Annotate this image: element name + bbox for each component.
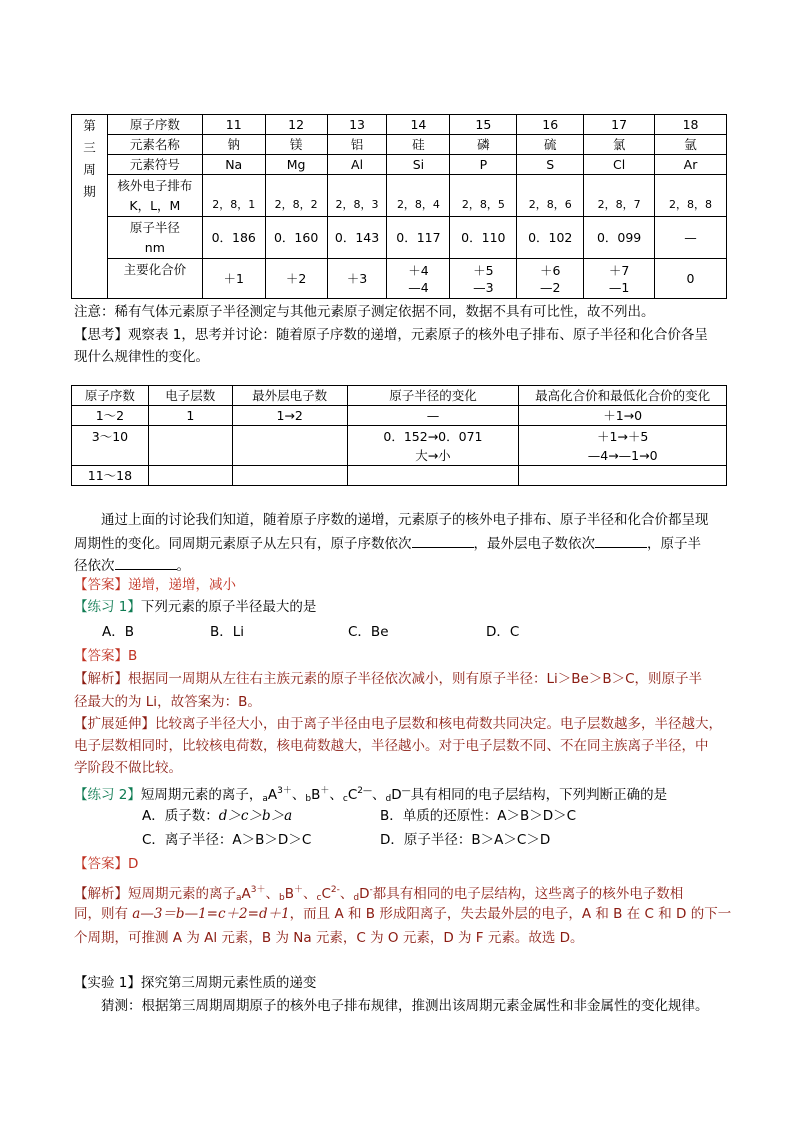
explanation-1-line-2: 径最大的为 Li，故答案为：B。 [74, 694, 261, 710]
trend-table [71, 385, 727, 486]
exercise-question: 下列元素的原子半径最大的是 [140, 599, 317, 615]
table-cell: 3～10 [72, 426, 149, 466]
atomic-radius-cell: 0．110 [450, 217, 517, 259]
element-symbol-cell: Al [327, 155, 387, 175]
periodic-table-period-3 [71, 114, 727, 299]
electron-config-cell: 2，8，2 [265, 175, 327, 217]
element-name-cell: 铝 [327, 135, 387, 155]
explanation-2-line-3: 个周期，可推测 A 为 Al 元素，B 为 Na 元素，C 为 O 元素，D 为 F 元素。故选 D。 [74, 930, 584, 946]
summary-line-2: 周期性的变化。同周期元素原子从左只有，原子序数依次 ，最外层电子数依次 ，原子半 [74, 533, 701, 554]
element-symbol-cell: Si [387, 155, 450, 175]
table-cell: 11～18 [72, 466, 149, 486]
exercise-tag: 【练习 1】 [74, 599, 141, 615]
atomic-radius-cell: 0．102 [517, 217, 584, 259]
element-symbol-cell: Cl [584, 155, 655, 175]
blank-field[interactable] [115, 555, 177, 570]
element-name-cell: 硫 [517, 135, 584, 155]
table-cell: — [347, 406, 519, 426]
extension-line-2: 电子层数相同时，比较核电荷数，核电荷数越大，半径越小。对于电子层数不同、不在同主族离子半径，中 [74, 738, 709, 754]
atomic-radius-cell: — [655, 217, 727, 259]
element-name-cell: 钠 [202, 135, 265, 155]
valence-cell: ＋4 —4 [387, 259, 450, 299]
header-outer-electrons: 最外层电子数 [232, 386, 347, 406]
valence-cell: ＋5 —3 [450, 259, 517, 299]
table-cell: 1 [148, 406, 232, 426]
header-electron-shells: 电子层数 [148, 386, 232, 406]
table-cell: ＋1→0 [519, 406, 727, 426]
atomic-number-cell: 11 [202, 115, 265, 135]
table-cell: 1～2 [72, 406, 149, 426]
element-name-cell: 氩 [655, 135, 727, 155]
explanation-tag: 【解析】 [74, 671, 128, 687]
note: 注意：稀有气体元素原子半径测定与其他元素原子测定依据不同，数据不具有可比性，故不列出。 [74, 304, 655, 320]
atomic-number-cell: 13 [327, 115, 387, 135]
electron-config-cell: 2，8，3 [327, 175, 387, 217]
atomic-number-cell: 14 [387, 115, 450, 135]
valence-cell: ＋6 —2 [517, 259, 584, 299]
element-name-cell: 硅 [387, 135, 450, 155]
valence-cell: ＋1 [202, 259, 265, 299]
atomic-radius-cell: 0．186 [202, 217, 265, 259]
exercise-tag: 【练习 2】 [74, 787, 141, 803]
experiment-title: 探究第三周期元素性质的递变 [140, 975, 317, 991]
exercise-1 [74, 597, 316, 617]
option-d: D．C [486, 624, 520, 640]
electron-config-cell: 2，8，5 [450, 175, 517, 217]
blank-field[interactable] [412, 533, 474, 548]
row-header-element-symbol: 元素符号 [107, 155, 202, 175]
exercise-2: 【练习 2】短周期元素的离子，$_aA^{3+}$、$_b$B＋、$_cC^{2—}$、$_d$D—具有相同的电子层结构，下列判断正确的是 [74, 786, 668, 804]
valence-cell: 0 [655, 259, 727, 299]
table-cell-empty [519, 466, 727, 486]
explanation-2-line-1: 【解析】短周期元素的离子$_aA^{3+}$、$_b$B＋、$_cC^{2-}$、$_d$D-都具有相同的电子层结构，这些离子的核外电子数相 [74, 885, 684, 903]
row-header-atomic-radius: 原子半径 nm [107, 217, 202, 259]
row-header-element-name: 元素名称 [107, 135, 202, 155]
table-cell: 1→2 [232, 406, 347, 426]
atomic-number-cell: 12 [265, 115, 327, 135]
answer-text: B [128, 648, 138, 664]
element-symbol-cell: P [450, 155, 517, 175]
extension-line-3: 学阶段不做比较。 [74, 760, 182, 776]
explanation-tag: 【解析】 [74, 886, 128, 902]
element-name-cell: 镁 [265, 135, 327, 155]
explanation-2-line-2: 同，则有 a—3＝b—1=c＋2=d＋1，而且 A 和 B 形成阳离子，失去最外层的电子，A 和 B 在 C 和 D 的下一 [74, 906, 732, 922]
row-header-valence: 主要化合价 [107, 259, 202, 299]
element-symbol-cell: Na [202, 155, 265, 175]
element-name-cell: 氯 [584, 135, 655, 155]
atomic-radius-cell: 0．160 [265, 217, 327, 259]
blank-field[interactable] [595, 533, 647, 548]
answer-3 [74, 854, 138, 874]
valence-cell: ＋2 [265, 259, 327, 299]
electron-config-cell: 2，8，6 [517, 175, 584, 217]
experiment-guess: 猜测：根据第三周期周期原子的核外电子排布规律，推测出该周期元素金属性和非金属性的变化规律。 [101, 998, 709, 1014]
atomic-radius-cell: 0．117 [387, 217, 450, 259]
option-a: A．质子数：d＞c＞b＞a [142, 808, 293, 824]
extension-line-1: 【扩展延伸】比较离子半径大小，由于离子半径由电子层数和核电荷数共同决定。电子层数越多，半径越大， [74, 716, 722, 732]
table-cell-empty [232, 426, 347, 466]
answer-tag: 【答案】 [74, 577, 128, 593]
table-cell: 0．152→0．071 大→小 [347, 426, 519, 466]
option-c: C．离子半径：A＞B＞D＞C [142, 832, 312, 848]
answer-text: 递增，递增，减小 [128, 577, 236, 593]
table-cell-empty [347, 466, 519, 486]
summary-line-3: 径依次 。 [74, 555, 190, 576]
atomic-radius-cell: 0．143 [327, 217, 387, 259]
atomic-number-cell: 18 [655, 115, 727, 135]
header-atomic-number: 原子序数 [72, 386, 149, 406]
answer-tag: 【答案】 [74, 856, 128, 872]
valence-cell: ＋3 [327, 259, 387, 299]
row-header-atomic-number: 原子序数 [107, 115, 202, 135]
row-header-electron-config: 核外电子排布 K，L，M [107, 175, 202, 217]
option-b: B．Li [210, 624, 245, 640]
option-a: A．B [102, 624, 134, 640]
header-valence-change: 最高化合价和最低化合价的变化 [519, 386, 727, 406]
header-radius-change: 原子半径的变化 [347, 386, 519, 406]
table-cell-empty [232, 466, 347, 486]
atomic-number-cell: 16 [517, 115, 584, 135]
table-cell-empty [148, 466, 232, 486]
experiment-heading [74, 973, 316, 993]
summary-line-1: 通过上面的讨论我们知道，随着原子序数的递增，元素原子的核外电子排布、原子半径和化合价都呈现 [101, 512, 709, 528]
electron-config-cell: 2，8，4 [387, 175, 450, 217]
element-symbol-cell: Mg [265, 155, 327, 175]
think-tag: 【思考】 [74, 327, 128, 343]
atomic-number-cell: 17 [584, 115, 655, 135]
element-symbol-cell: Ar [655, 155, 727, 175]
answer-tag: 【答案】 [74, 648, 128, 664]
electron-config-cell: 2，8，1 [202, 175, 265, 217]
option-b: B．单质的还原性：A＞B＞D＞C [380, 808, 577, 824]
extension-tag: 【扩展延伸】 [74, 716, 155, 732]
valence-cell: ＋7 —1 [584, 259, 655, 299]
think-line-1: 观察表 1，思考并讨论：随着原子序数的递增，元素原子的核外电子排布、原子半径和化合价各呈 [128, 327, 708, 343]
electron-config-cell: 2，8，8 [655, 175, 727, 217]
atomic-radius-cell: 0．099 [584, 217, 655, 259]
option-c: C．Be [348, 624, 389, 640]
option-d: D．原子半径：B＞A＞C＞D [380, 832, 551, 848]
atomic-number-cell: 15 [450, 115, 517, 135]
answer-2 [74, 646, 137, 666]
element-symbol-cell: S [517, 155, 584, 175]
think-paragraph [74, 325, 708, 345]
answer-text: D [128, 856, 139, 872]
answer-1 [74, 575, 236, 595]
electron-config-cell: 2，8，7 [584, 175, 655, 217]
experiment-tag: 【实验 1】 [74, 975, 141, 991]
table-cell-empty [148, 426, 232, 466]
element-name-cell: 磷 [450, 135, 517, 155]
period-label: 第 三 周 期 [72, 115, 108, 299]
explanation-1-line-1: 【解析】根据同一周期从左往右主族元素的原子半径依次减小，则有原子半径：Li＞Be＞B＞C，则原子半 [74, 671, 703, 687]
think-line-2: 现什么规律性的变化。 [74, 349, 209, 365]
table-cell: ＋1→＋5 —4→—1→0 [519, 426, 727, 466]
